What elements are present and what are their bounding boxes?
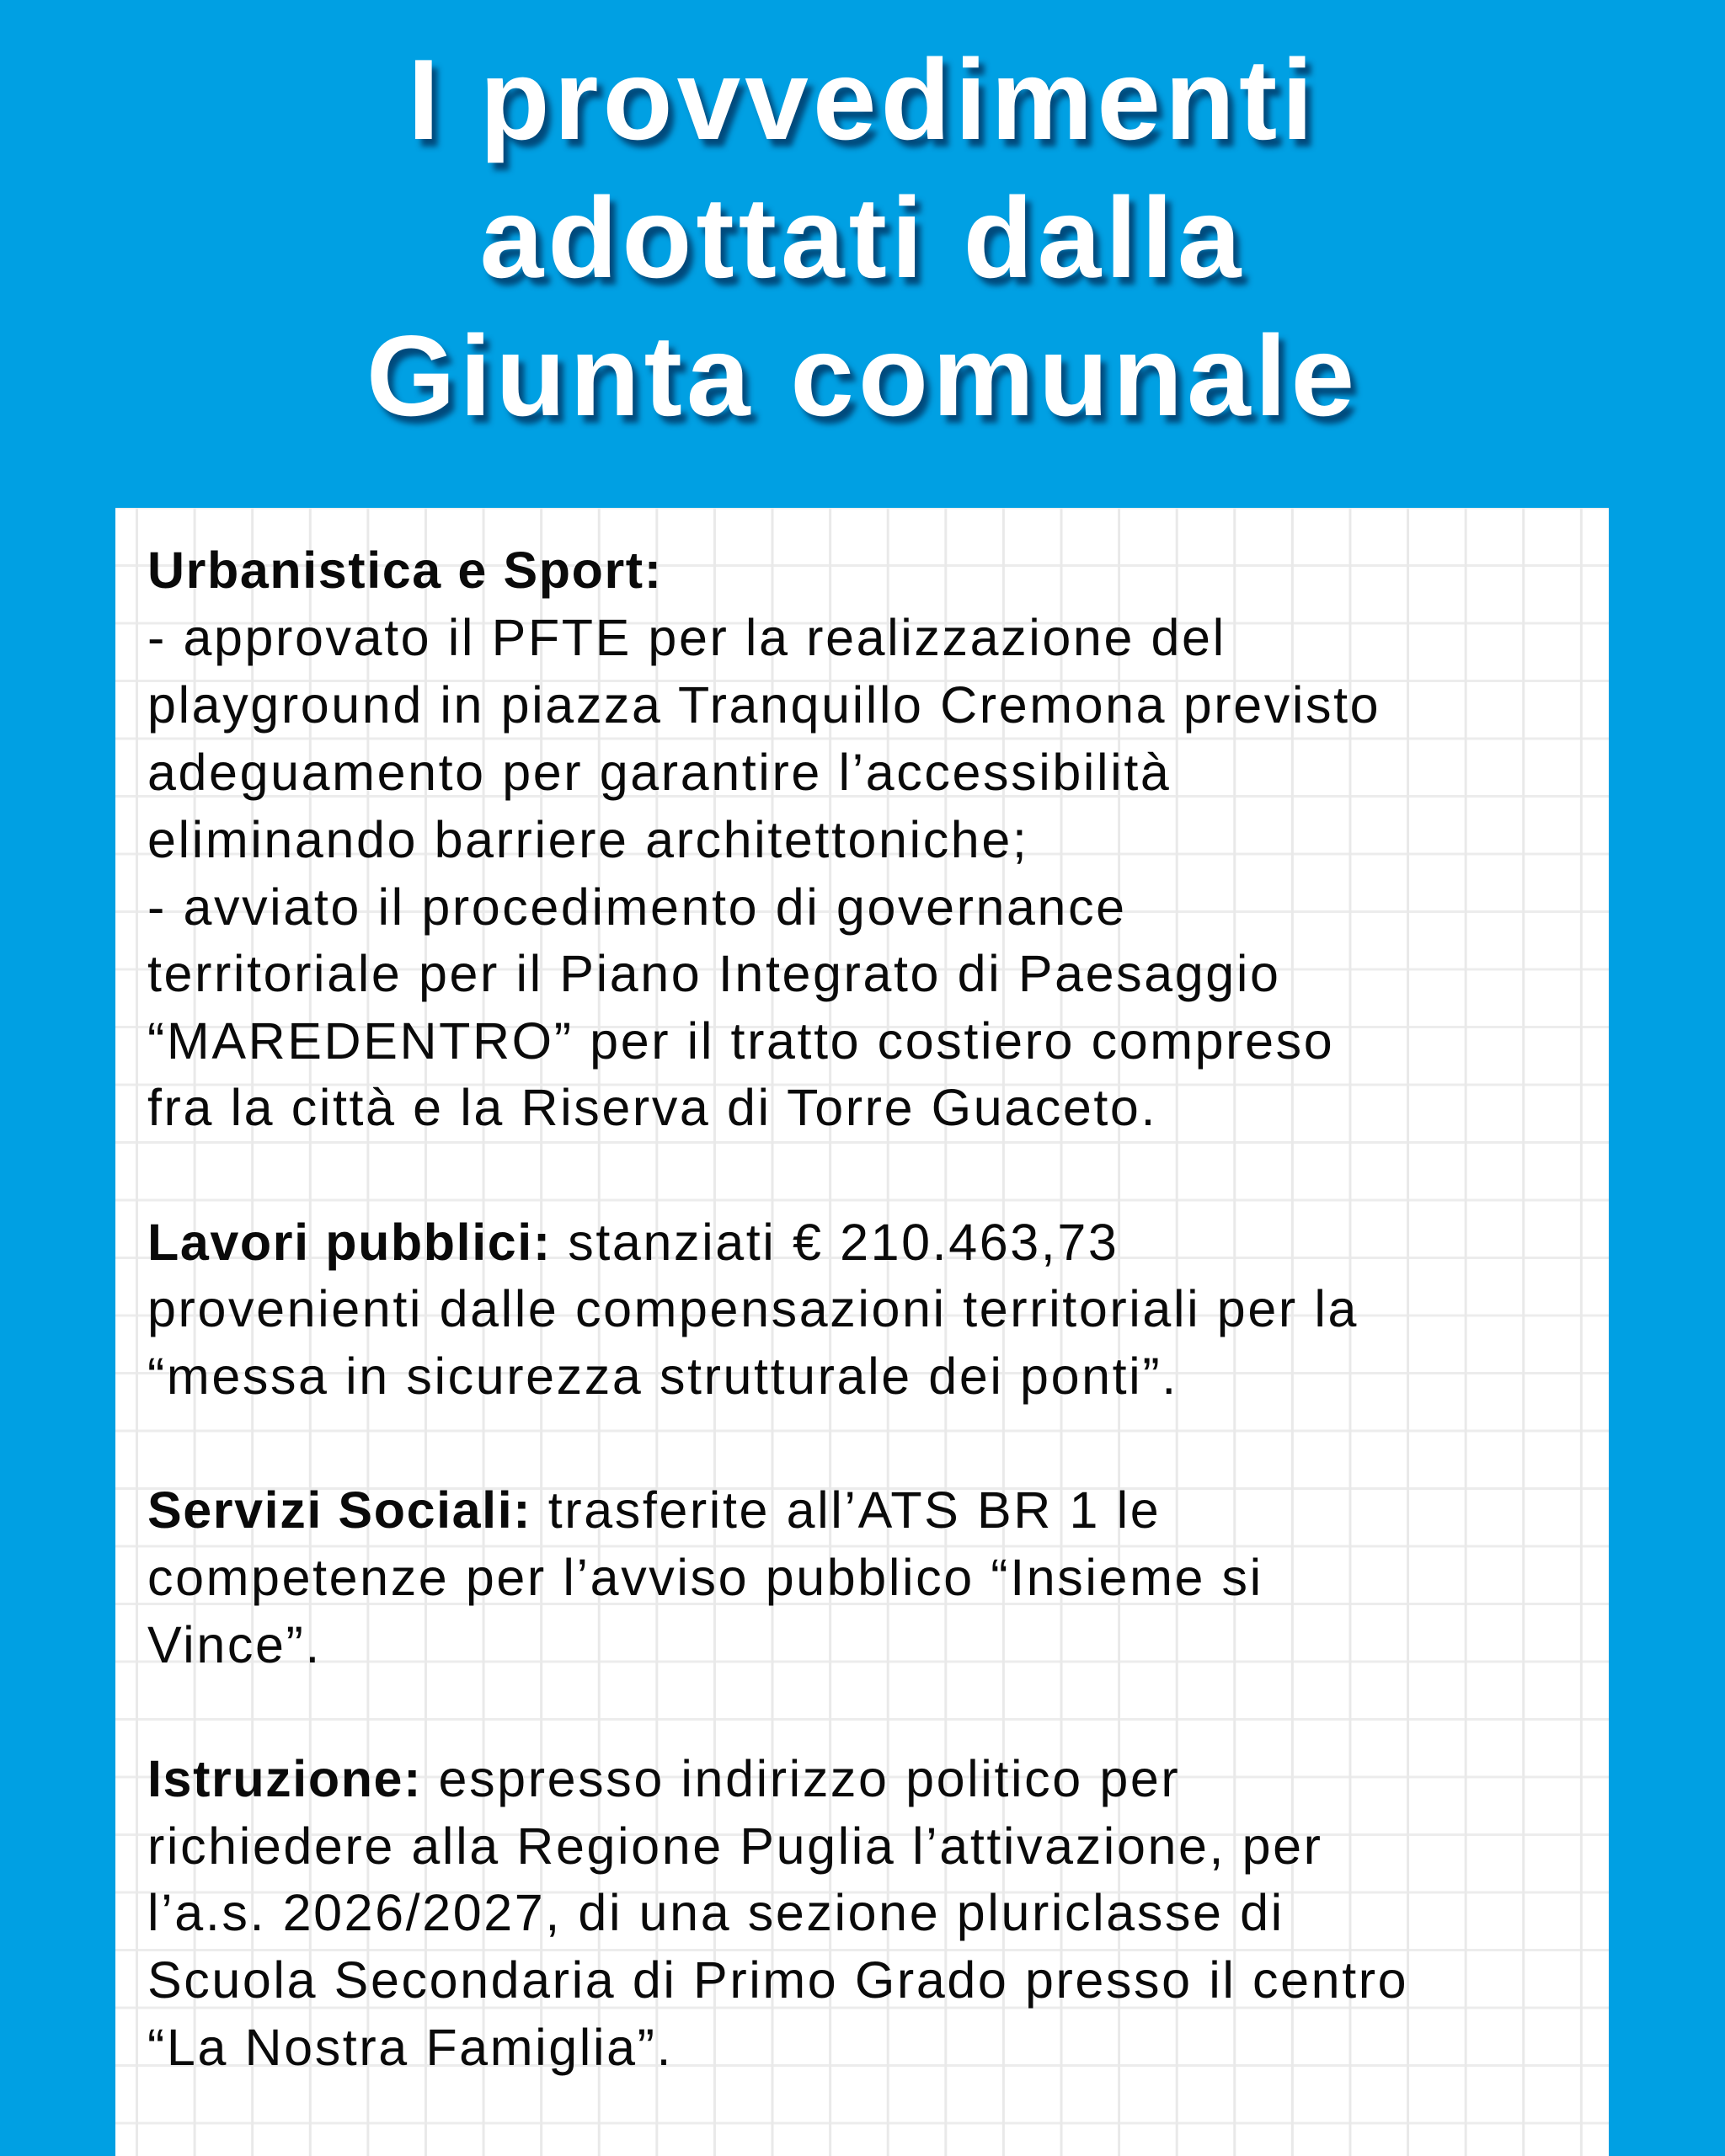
section-heading-label: Istruzione: <box>147 1750 422 1807</box>
section-heading <box>147 1209 1119 1276</box>
text-line: Vince”. <box>147 1616 322 1673</box>
page-title <box>0 0 1725 505</box>
amount-text: stanziati € 210.463,73 <box>551 1214 1119 1271</box>
section-heading: Servizi Sociali: trasferite all’ATS BR 1 le <box>147 1481 1162 1539</box>
text-line: “MAREDENTRO” per il tratto costiero compreso <box>147 1012 1335 1070</box>
section-heading: Istruzione: espresso indirizzo politico per <box>147 1750 1181 1807</box>
text-line: adeguamento per garantire l’accessibilità <box>147 744 1172 801</box>
section-heading-label: Urbanistica e Sport: <box>147 542 663 599</box>
text-line: territoriale per il Piano Integrato di Paesaggio <box>147 945 1281 1002</box>
title-line-2: adottati dalla <box>479 173 1246 302</box>
title-line-1: I provvedimenti <box>407 35 1318 163</box>
section-heading <box>147 536 663 604</box>
text-line: “messa in sicurezza strutturale dei ponti”. <box>147 1348 1178 1405</box>
section-heading-label: Servizi Sociali: <box>147 1481 532 1539</box>
text-line: competenze per l’avviso pubblico “Insieme si <box>147 1549 1263 1606</box>
text-line: provenienti dalle compensazioni territoriali per la <box>147 1280 1359 1337</box>
title-line-3: Giunta comunale <box>366 312 1359 440</box>
section-heading-label: Lavori pubblici: <box>147 1214 552 1271</box>
text-line: - approvato il PFTE per la realizzazione del <box>147 609 1226 666</box>
text-line: eliminando barriere architettoniche; <box>147 811 1029 868</box>
content-panel <box>115 508 1609 2156</box>
text-line: - avviato il procedimento di governance <box>147 878 1127 936</box>
text-line: fra la città e la Riserva di Torre Guaceto. <box>147 1079 1157 1136</box>
text-line: Scuola Secondaria di Primo Grado presso il centro <box>147 1951 1409 2009</box>
text-line: l’a.s. 2026/2027, di una sezione pluriclasse di <box>147 1884 1284 1941</box>
text-line: richiedere alla Regione Puglia l’attivazione, per <box>147 1817 1323 1875</box>
text-line: “La Nostra Famiglia”. <box>147 2019 674 2076</box>
text-line: playground in piazza Tranquillo Cremona previsto <box>147 676 1381 734</box>
